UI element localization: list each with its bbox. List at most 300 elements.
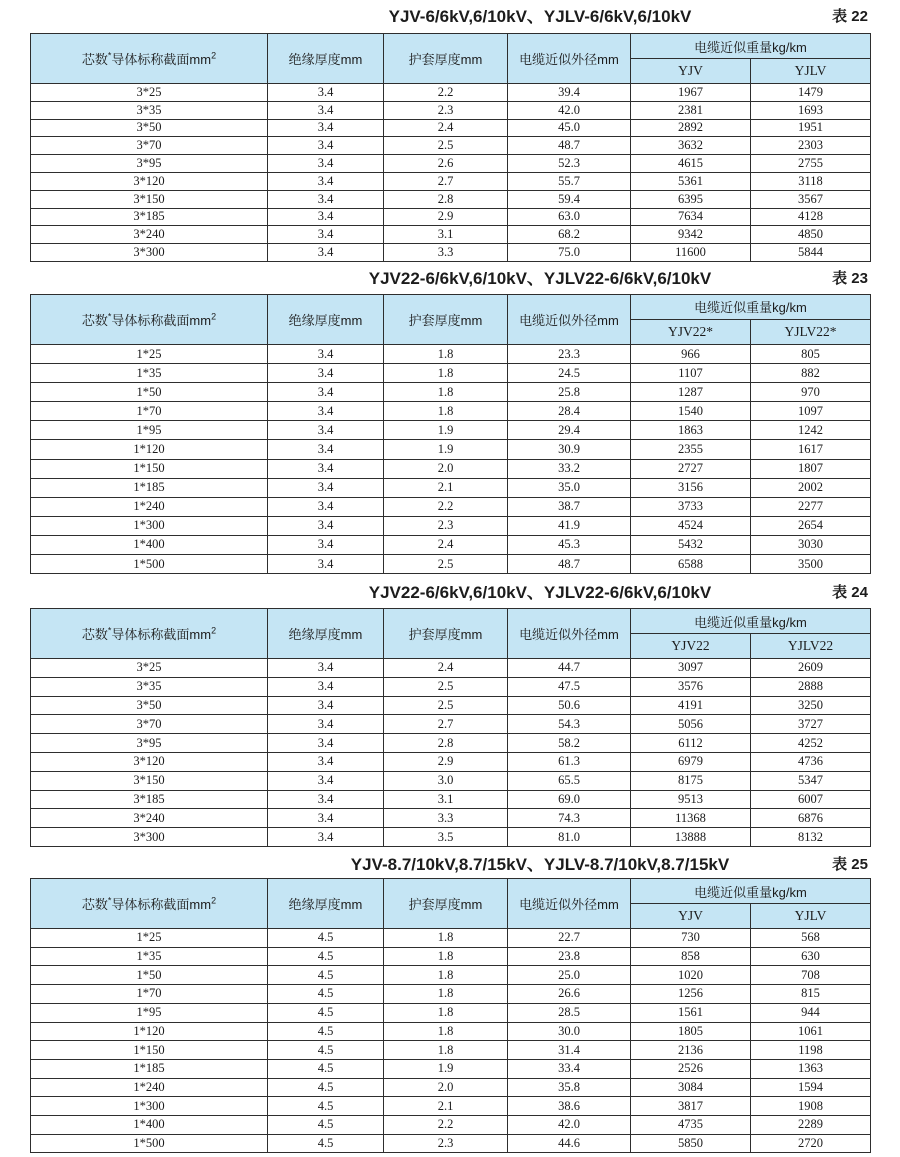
table-row <box>31 364 871 383</box>
table-cell: 1*150 <box>31 1041 268 1060</box>
table-cell: 2002 <box>751 478 871 497</box>
table-cell: 3.4 <box>268 383 384 402</box>
section-header <box>30 853 870 876</box>
table-cell: 1*70 <box>31 402 268 421</box>
table-cell: 44.6 <box>508 1134 631 1153</box>
table-cell: 9342 <box>631 226 751 244</box>
table-cell: 4252 <box>751 734 871 753</box>
column-header-sheath-thickness: 护套厚度mm <box>384 879 508 929</box>
table-cell: 8132 <box>751 828 871 847</box>
table-cell: 1594 <box>751 1078 871 1097</box>
column-header-core-size: 芯数*导体标称截面$mm^2$ <box>31 294 268 344</box>
table-cell: 3.1 <box>384 790 508 809</box>
table-cell: 13888 <box>631 828 751 847</box>
table-cell: 38.7 <box>508 497 631 516</box>
table-cell: 5056 <box>631 715 751 734</box>
table-cell: 3.4 <box>268 155 384 173</box>
table-cell: 4735 <box>631 1115 751 1134</box>
table-row <box>31 137 871 155</box>
table-cell: 3*150 <box>31 771 268 790</box>
table-cell: 4.5 <box>268 1003 384 1022</box>
column-header-weight-yjlv22: YJLV22 <box>751 634 871 659</box>
table-cell: 52.3 <box>508 155 631 173</box>
table-cell: 1*400 <box>31 535 268 554</box>
table-cell: 3.0 <box>384 771 508 790</box>
table-row <box>31 244 871 262</box>
table-cell: 1540 <box>631 402 751 421</box>
cable-spec-table-23 <box>30 294 871 574</box>
table-row <box>31 421 871 440</box>
table-cell: 30.9 <box>508 440 631 459</box>
table-title: YJV-6/6kV,6/10kV、YJLV-6/6kV,6/10kV <box>388 7 692 26</box>
table-cell: 29.4 <box>508 421 631 440</box>
table-cell: 1*35 <box>31 947 268 966</box>
table-row <box>31 1059 871 1078</box>
table-cell: 2609 <box>751 659 871 678</box>
column-header-outer-diameter: 电缆近似外径mm <box>508 609 631 659</box>
table-cell: 11368 <box>631 809 751 828</box>
column-header-weight-yjv: YJV <box>631 59 751 84</box>
table-cell: 1*400 <box>31 1115 268 1134</box>
table-cell: 2.5 <box>384 677 508 696</box>
section-table-24 <box>30 581 870 847</box>
table-number: 表 23 <box>832 269 868 287</box>
table-cell: 858 <box>631 947 751 966</box>
table-cell: 966 <box>631 344 751 363</box>
table-cell: 1*25 <box>31 929 268 948</box>
table-cell: 3.4 <box>268 84 384 102</box>
table-row <box>31 190 871 208</box>
table-cell: 2303 <box>751 137 871 155</box>
table-cell: 2277 <box>751 497 871 516</box>
table-cell: 69.0 <box>508 790 631 809</box>
table-cell: 568 <box>751 929 871 948</box>
table-cell: 630 <box>751 947 871 966</box>
table-cell: 5347 <box>751 771 871 790</box>
table-row <box>31 344 871 363</box>
table-cell: 55.7 <box>508 172 631 190</box>
table-cell: 6395 <box>631 190 751 208</box>
table-cell: 3.4 <box>268 364 384 383</box>
table-cell: 1*25 <box>31 344 268 363</box>
table-cell: 22.7 <box>508 929 631 948</box>
table-cell: 3*300 <box>31 244 268 262</box>
table-cell: 30.0 <box>508 1022 631 1041</box>
table-cell: 1*185 <box>31 478 268 497</box>
table-cell: 7634 <box>631 208 751 226</box>
table-title: YJV-8.7/10kV,8.7/15kV、YJLV-8.7/10kV,8.7/15kV <box>350 855 730 875</box>
table-cell: 2.1 <box>384 478 508 497</box>
table-cell: 4.5 <box>268 985 384 1004</box>
table-cell: 3632 <box>631 137 751 155</box>
table-cell: 1097 <box>751 402 871 421</box>
table-cell: 2.3 <box>384 516 508 535</box>
table-row <box>31 497 871 516</box>
table-cell: 1.8 <box>384 985 508 1004</box>
table-cell: 3*240 <box>31 226 268 244</box>
table-row <box>31 172 871 190</box>
table-cell: 28.4 <box>508 402 631 421</box>
table-row <box>31 535 871 554</box>
table-cell: 1*300 <box>31 516 268 535</box>
header-row-1 <box>31 609 871 634</box>
table-cell: 3.4 <box>268 535 384 554</box>
table-cell: 3.4 <box>268 555 384 574</box>
table-cell: 1*50 <box>31 383 268 402</box>
column-header-outer-diameter: 电缆近似外径mm <box>508 34 631 84</box>
table-cell: 61.3 <box>508 753 631 772</box>
table-cell: 1*500 <box>31 1134 268 1153</box>
table-cell: 1242 <box>751 421 871 440</box>
table-row <box>31 478 871 497</box>
table-cell: 1287 <box>631 383 751 402</box>
table-cell: 2.2 <box>384 84 508 102</box>
table-cell: 25.8 <box>508 383 631 402</box>
table-cell: 59.4 <box>508 190 631 208</box>
table-cell: 2.7 <box>384 715 508 734</box>
column-header-approx-weight: 电缆近似重量kg/km <box>631 34 871 59</box>
table-cell: 2.0 <box>384 1078 508 1097</box>
table-cell: 48.7 <box>508 137 631 155</box>
table-cell: 1.8 <box>384 947 508 966</box>
table-cell: 1.8 <box>384 966 508 985</box>
table-cell: 3.4 <box>268 677 384 696</box>
table-cell: 50.6 <box>508 696 631 715</box>
table-cell: 2.8 <box>384 190 508 208</box>
table-cell: 2654 <box>751 516 871 535</box>
table-cell: 23.8 <box>508 947 631 966</box>
table-cell: 3727 <box>751 715 871 734</box>
table-cell: 1*70 <box>31 985 268 1004</box>
table-row <box>31 101 871 119</box>
cable-spec-table-22 <box>30 33 871 262</box>
table-cell: 1061 <box>751 1022 871 1041</box>
table-cell: 1.9 <box>384 1059 508 1078</box>
table-cell: 2720 <box>751 1134 871 1153</box>
table-cell: 3.4 <box>268 715 384 734</box>
table-cell: 1693 <box>751 101 871 119</box>
table-cell: 1*240 <box>31 497 268 516</box>
table-cell: 1.8 <box>384 929 508 948</box>
table-row <box>31 734 871 753</box>
table-cell: 3.4 <box>268 497 384 516</box>
table-cell: 2727 <box>631 459 751 478</box>
table-cell: 6588 <box>631 555 751 574</box>
table-cell: 2.4 <box>384 535 508 554</box>
cable-spec-table-25 <box>30 878 871 1153</box>
table-cell: 1*300 <box>31 1097 268 1116</box>
table-cell: 58.2 <box>508 734 631 753</box>
table-cell: 1*240 <box>31 1078 268 1097</box>
table-cell: 3.4 <box>268 516 384 535</box>
table-cell: 1198 <box>751 1041 871 1060</box>
table-cell: 39.4 <box>508 84 631 102</box>
table-cell: 1951 <box>751 119 871 137</box>
table-cell: 1805 <box>631 1022 751 1041</box>
table-cell: 3*240 <box>31 809 268 828</box>
table-cell: 31.4 <box>508 1041 631 1060</box>
table-cell: 6112 <box>631 734 751 753</box>
table-cell: 5850 <box>631 1134 751 1153</box>
table-cell: 1561 <box>631 1003 751 1022</box>
table-row <box>31 440 871 459</box>
column-header-approx-weight: 电缆近似重量kg/km <box>631 609 871 634</box>
table-cell: 815 <box>751 985 871 1004</box>
column-header-weight-yjlv: YJLV <box>751 59 871 84</box>
cable-spec-table-24 <box>30 608 871 847</box>
table-cell: 3.4 <box>268 659 384 678</box>
table-cell: 882 <box>751 364 871 383</box>
table-cell: 11600 <box>631 244 751 262</box>
table-cell: 2.4 <box>384 659 508 678</box>
table-cell: 1617 <box>751 440 871 459</box>
column-header-weight-yjv22: YJV22 <box>631 634 751 659</box>
table-cell: 3.4 <box>268 696 384 715</box>
table-row <box>31 1003 871 1022</box>
table-cell: 3156 <box>631 478 751 497</box>
table-row <box>31 555 871 574</box>
table-cell: 2.5 <box>384 137 508 155</box>
table-cell: 65.5 <box>508 771 631 790</box>
table-cell: 3.1 <box>384 226 508 244</box>
table-row <box>31 929 871 948</box>
table-cell: 42.0 <box>508 101 631 119</box>
table-row <box>31 771 871 790</box>
table-cell: 1020 <box>631 966 751 985</box>
table-cell: 1479 <box>751 84 871 102</box>
table-cell: 1107 <box>631 364 751 383</box>
table-cell: 3.4 <box>268 828 384 847</box>
table-cell: 3*70 <box>31 137 268 155</box>
table-cell: 2892 <box>631 119 751 137</box>
table-cell: 3*25 <box>31 659 268 678</box>
table-number: 表 24 <box>832 584 868 602</box>
table-cell: 1*95 <box>31 421 268 440</box>
table-cell: 8175 <box>631 771 751 790</box>
table-cell: 1*50 <box>31 966 268 985</box>
table-cell: 1807 <box>751 459 871 478</box>
table-cell: 1*120 <box>31 1022 268 1041</box>
table-cell: 1*500 <box>31 555 268 574</box>
table-cell: 28.5 <box>508 1003 631 1022</box>
table-cell: 2.9 <box>384 753 508 772</box>
table-cell: 3097 <box>631 659 751 678</box>
table-row <box>31 226 871 244</box>
table-cell: 3.4 <box>268 190 384 208</box>
table-cell: 26.6 <box>508 985 631 1004</box>
table-cell: 3.4 <box>268 421 384 440</box>
column-header-core-size: 芯数*导体标称截面$mm^2$ <box>31 879 268 929</box>
column-header-core-size: 芯数*导体标称截面$mm^2$ <box>31 609 268 659</box>
column-header-weight-yjv: YJV <box>631 904 751 929</box>
table-row <box>31 84 871 102</box>
table-cell: 2888 <box>751 677 871 696</box>
table-cell: 68.2 <box>508 226 631 244</box>
table-cell: 4615 <box>631 155 751 173</box>
column-header-insulation-thickness: 绝缘厚度mm <box>268 34 384 84</box>
table-cell: 3.4 <box>268 790 384 809</box>
table-row <box>31 966 871 985</box>
table-cell: 25.0 <box>508 966 631 985</box>
table-cell: 3733 <box>631 497 751 516</box>
header-row-1 <box>31 294 871 319</box>
column-header-outer-diameter: 电缆近似外径mm <box>508 879 631 929</box>
table-cell: 4524 <box>631 516 751 535</box>
column-header-insulation-thickness: 绝缘厚度mm <box>268 294 384 344</box>
table-cell: 3*35 <box>31 677 268 696</box>
table-row <box>31 1097 871 1116</box>
column-header-sheath-thickness: 护套厚度mm <box>384 294 508 344</box>
table-cell: 75.0 <box>508 244 631 262</box>
table-cell: 1.8 <box>384 1022 508 1041</box>
table-cell: 3.4 <box>268 771 384 790</box>
table-cell: 3.4 <box>268 244 384 262</box>
table-cell: 33.2 <box>508 459 631 478</box>
column-header-outer-diameter: 电缆近似外径mm <box>508 294 631 344</box>
table-cell: 2.5 <box>384 696 508 715</box>
table-row <box>31 208 871 226</box>
table-cell: 2136 <box>631 1041 751 1060</box>
column-header-weight-yjv22: YJV22* <box>631 319 751 344</box>
table-cell: 1.8 <box>384 383 508 402</box>
column-header-weight-yjlv: YJLV <box>751 904 871 929</box>
table-title: YJV22-6/6kV,6/10kV、YJLV22-6/6kV,6/10kV <box>368 268 712 288</box>
table-cell: 805 <box>751 344 871 363</box>
table-row <box>31 1115 871 1134</box>
header-row-1 <box>31 34 871 59</box>
table-cell: 4.5 <box>268 1041 384 1060</box>
table-row <box>31 459 871 478</box>
table-cell: 708 <box>751 966 871 985</box>
table-cell: 2355 <box>631 440 751 459</box>
table-cell: 4736 <box>751 753 871 772</box>
table-row <box>31 155 871 173</box>
table-cell: 3.4 <box>268 172 384 190</box>
column-header-approx-weight: 电缆近似重量kg/km <box>631 294 871 319</box>
table-row <box>31 659 871 678</box>
table-cell: 3*50 <box>31 119 268 137</box>
table-cell: 3*185 <box>31 790 268 809</box>
column-header-approx-weight: 电缆近似重量kg/km <box>631 879 871 904</box>
table-cell: 3.4 <box>268 344 384 363</box>
table-cell: 6007 <box>751 790 871 809</box>
table-cell: 5844 <box>751 244 871 262</box>
table-number: 表 22 <box>832 8 868 25</box>
table-cell: 2.5 <box>384 555 508 574</box>
table-cell: 63.0 <box>508 208 631 226</box>
table-cell: 2.6 <box>384 155 508 173</box>
table-cell: 4.5 <box>268 929 384 948</box>
table-row <box>31 753 871 772</box>
section-header <box>30 581 870 604</box>
table-cell: 44.7 <box>508 659 631 678</box>
table-cell: 1.9 <box>384 421 508 440</box>
table-cell: 2.7 <box>384 172 508 190</box>
table-cell: 4.5 <box>268 1059 384 1078</box>
table-cell: 4191 <box>631 696 751 715</box>
table-cell: 1256 <box>631 985 751 1004</box>
table-cell: 33.4 <box>508 1059 631 1078</box>
table-cell: 3.5 <box>384 828 508 847</box>
table-row <box>31 516 871 535</box>
column-header-sheath-thickness: 护套厚度mm <box>384 609 508 659</box>
table-row <box>31 696 871 715</box>
table-cell: 1.9 <box>384 440 508 459</box>
table-row <box>31 402 871 421</box>
table-cell: 3.4 <box>268 440 384 459</box>
table-cell: 42.0 <box>508 1115 631 1134</box>
column-header-core-size: 芯数*导体标称截面$mm^2$ <box>31 34 268 84</box>
table-cell: 3*95 <box>31 734 268 753</box>
table-cell: 1.8 <box>384 1041 508 1060</box>
table-cell: 2526 <box>631 1059 751 1078</box>
table-cell: 4.5 <box>268 1078 384 1097</box>
table-cell: 3250 <box>751 696 871 715</box>
section-table-25 <box>30 853 870 1153</box>
table-cell: 74.3 <box>508 809 631 828</box>
section-header <box>30 267 870 290</box>
table-cell: 3*185 <box>31 208 268 226</box>
table-row <box>31 947 871 966</box>
table-cell: 4850 <box>751 226 871 244</box>
table-cell: 2.3 <box>384 1134 508 1153</box>
table-cell: 2.2 <box>384 497 508 516</box>
table-cell: 3.4 <box>268 137 384 155</box>
table-cell: 4.5 <box>268 1115 384 1134</box>
table-cell: 24.5 <box>508 364 631 383</box>
header-row-1 <box>31 879 871 904</box>
table-cell: 5432 <box>631 535 751 554</box>
table-cell: 54.3 <box>508 715 631 734</box>
table-cell: 4.5 <box>268 966 384 985</box>
table-cell: 3030 <box>751 535 871 554</box>
table-cell: 3118 <box>751 172 871 190</box>
table-cell: 35.0 <box>508 478 631 497</box>
table-cell: 2.1 <box>384 1097 508 1116</box>
column-header-insulation-thickness: 绝缘厚度mm <box>268 609 384 659</box>
table-cell: 1.8 <box>384 1003 508 1022</box>
table-row <box>31 715 871 734</box>
table-cell: 3.4 <box>268 734 384 753</box>
table-cell: 3*150 <box>31 190 268 208</box>
section-table-23 <box>30 267 870 574</box>
table-cell: 3576 <box>631 677 751 696</box>
table-cell: 730 <box>631 929 751 948</box>
table-row <box>31 828 871 847</box>
table-cell: 48.7 <box>508 555 631 574</box>
table-cell: 3.3 <box>384 809 508 828</box>
table-cell: 2.9 <box>384 208 508 226</box>
table-cell: 3*70 <box>31 715 268 734</box>
table-cell: 3.4 <box>268 226 384 244</box>
table-cell: 1.8 <box>384 364 508 383</box>
table-cell: 1.8 <box>384 344 508 363</box>
table-row <box>31 1134 871 1153</box>
table-cell: 3.4 <box>268 208 384 226</box>
table-cell: 970 <box>751 383 871 402</box>
table-cell: 3.4 <box>268 402 384 421</box>
table-cell: 1*185 <box>31 1059 268 1078</box>
table-cell: 1967 <box>631 84 751 102</box>
table-cell: 3*35 <box>31 101 268 119</box>
table-cell: 3.3 <box>384 244 508 262</box>
table-cell: 3500 <box>751 555 871 574</box>
table-cell: 944 <box>751 1003 871 1022</box>
table-cell: 3.4 <box>268 809 384 828</box>
table-row <box>31 1078 871 1097</box>
section-header <box>30 5 870 28</box>
table-cell: 3.4 <box>268 753 384 772</box>
